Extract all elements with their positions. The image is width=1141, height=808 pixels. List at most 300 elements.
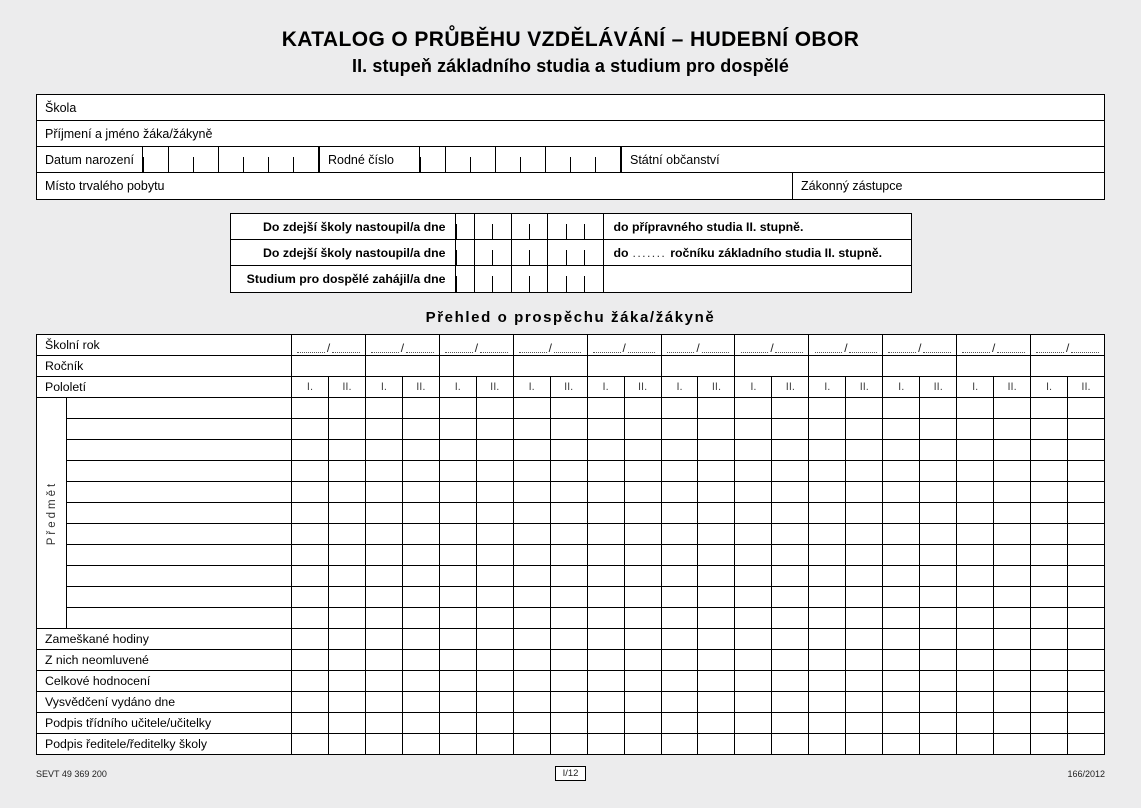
grade-cell[interactable]	[328, 440, 365, 461]
summary-cell[interactable]	[772, 650, 809, 671]
summary-cell[interactable]	[846, 671, 883, 692]
grade-cell[interactable]	[920, 587, 957, 608]
grade-cell[interactable]	[735, 566, 772, 587]
subject-name-field[interactable]	[67, 461, 292, 482]
grade-cell[interactable]	[920, 608, 957, 629]
grade-cell[interactable]	[402, 482, 439, 503]
summary-cell[interactable]	[365, 734, 402, 755]
grade-cell[interactable]	[402, 440, 439, 461]
grade-cell[interactable]	[661, 566, 698, 587]
grade-cell[interactable]	[513, 461, 550, 482]
grade-cell[interactable]	[1031, 398, 1068, 419]
summary-cell[interactable]	[292, 629, 329, 650]
grade-cell[interactable]	[957, 398, 994, 419]
grade-cell[interactable]	[550, 566, 587, 587]
grade-cell[interactable]	[513, 398, 550, 419]
digit-cell[interactable]	[456, 266, 474, 292]
grade-cell[interactable]	[1068, 545, 1105, 566]
summary-cell[interactable]	[994, 629, 1031, 650]
grade-cell[interactable]	[402, 608, 439, 629]
summary-cell[interactable]	[883, 734, 920, 755]
grade-cell[interactable]	[846, 503, 883, 524]
summary-cell[interactable]	[698, 713, 735, 734]
grade-cell[interactable]	[624, 503, 661, 524]
summary-cell[interactable]	[698, 650, 735, 671]
summary-cell[interactable]	[587, 692, 624, 713]
grade-cell[interactable]	[920, 566, 957, 587]
skolni-rok-field[interactable]: /	[883, 335, 957, 356]
grade-cell[interactable]	[292, 566, 329, 587]
grade-cell[interactable]	[883, 503, 920, 524]
grade-cell[interactable]	[624, 398, 661, 419]
summary-cell[interactable]	[735, 692, 772, 713]
grade-cell[interactable]	[809, 545, 846, 566]
grade-cell[interactable]	[809, 566, 846, 587]
summary-cell[interactable]	[476, 650, 513, 671]
digit-cell[interactable]	[168, 147, 193, 172]
grade-cell[interactable]	[365, 608, 402, 629]
summary-cell[interactable]	[513, 713, 550, 734]
digit-cell[interactable]	[584, 266, 602, 292]
summary-cell[interactable]	[957, 692, 994, 713]
grade-cell[interactable]	[1031, 524, 1068, 545]
grade-cell[interactable]	[1031, 440, 1068, 461]
subject-name-field[interactable]	[67, 587, 292, 608]
grade-cell[interactable]	[698, 461, 735, 482]
summary-cell[interactable]	[883, 713, 920, 734]
grade-cell[interactable]	[735, 524, 772, 545]
grade-cell[interactable]	[846, 482, 883, 503]
grade-cell[interactable]	[1068, 440, 1105, 461]
summary-cell[interactable]	[698, 692, 735, 713]
grade-cell[interactable]	[624, 440, 661, 461]
subject-name-field[interactable]	[67, 482, 292, 503]
grade-cell[interactable]	[846, 440, 883, 461]
digit-cell[interactable]	[420, 147, 445, 172]
summary-cell[interactable]	[292, 650, 329, 671]
grade-cell[interactable]	[439, 587, 476, 608]
summary-cell[interactable]	[1031, 671, 1068, 692]
grade-cell[interactable]	[550, 587, 587, 608]
summary-cell[interactable]	[550, 629, 587, 650]
digit-cell[interactable]	[547, 240, 565, 265]
grade-cell[interactable]	[292, 398, 329, 419]
digit-cell[interactable]	[456, 214, 474, 239]
grade-cell[interactable]	[439, 608, 476, 629]
summary-cell[interactable]	[365, 692, 402, 713]
grade-cell[interactable]	[550, 398, 587, 419]
grade-cell[interactable]	[809, 587, 846, 608]
grade-cell[interactable]	[587, 503, 624, 524]
summary-cell[interactable]	[328, 692, 365, 713]
grade-cell[interactable]	[772, 608, 809, 629]
grade-cell[interactable]	[550, 545, 587, 566]
grade-cell[interactable]	[402, 587, 439, 608]
summary-cell[interactable]	[698, 734, 735, 755]
grade-cell[interactable]	[439, 419, 476, 440]
summary-cell[interactable]	[1031, 713, 1068, 734]
grade-cell[interactable]	[772, 524, 809, 545]
summary-cell[interactable]	[735, 650, 772, 671]
digit-cell[interactable]	[445, 147, 470, 172]
summary-cell[interactable]	[698, 671, 735, 692]
summary-cell[interactable]	[365, 671, 402, 692]
grade-cell[interactable]	[476, 524, 513, 545]
summary-cell[interactable]	[550, 671, 587, 692]
grade-cell[interactable]	[698, 419, 735, 440]
grade-cell[interactable]	[402, 503, 439, 524]
summary-cell[interactable]	[624, 671, 661, 692]
subject-name-field[interactable]	[67, 419, 292, 440]
summary-cell[interactable]	[661, 650, 698, 671]
grade-cell[interactable]	[328, 461, 365, 482]
summary-cell[interactable]	[587, 629, 624, 650]
grade-cell[interactable]	[1031, 503, 1068, 524]
grade-cell[interactable]	[328, 398, 365, 419]
summary-cell[interactable]	[587, 734, 624, 755]
summary-cell[interactable]	[661, 629, 698, 650]
rocnik-field[interactable]	[1031, 356, 1105, 377]
grade-cell[interactable]	[476, 503, 513, 524]
grade-cell[interactable]	[994, 503, 1031, 524]
subject-name-field[interactable]	[67, 440, 292, 461]
grade-cell[interactable]	[957, 440, 994, 461]
grade-cell[interactable]	[513, 503, 550, 524]
grade-cell[interactable]	[661, 482, 698, 503]
summary-cell[interactable]	[698, 629, 735, 650]
grade-cell[interactable]	[365, 587, 402, 608]
summary-cell[interactable]	[661, 713, 698, 734]
grade-cell[interactable]	[698, 587, 735, 608]
summary-cell[interactable]	[920, 734, 957, 755]
grade-cell[interactable]	[624, 482, 661, 503]
grade-cell[interactable]	[957, 566, 994, 587]
grade-cell[interactable]	[661, 503, 698, 524]
grade-cell[interactable]	[550, 503, 587, 524]
digit-cell[interactable]	[143, 147, 168, 172]
grade-cell[interactable]	[735, 587, 772, 608]
rocnik-field[interactable]	[365, 356, 439, 377]
grade-cell[interactable]	[292, 461, 329, 482]
grade-cell[interactable]	[661, 545, 698, 566]
grade-cell[interactable]	[476, 566, 513, 587]
grade-cell[interactable]	[957, 461, 994, 482]
digit-cell[interactable]	[511, 214, 529, 239]
grade-cell[interactable]	[846, 461, 883, 482]
grade-cell[interactable]	[365, 440, 402, 461]
grade-cell[interactable]	[735, 608, 772, 629]
grade-cell[interactable]	[846, 398, 883, 419]
summary-cell[interactable]	[513, 692, 550, 713]
grade-cell[interactable]	[698, 503, 735, 524]
grade-cell[interactable]	[365, 461, 402, 482]
summary-cell[interactable]	[957, 650, 994, 671]
grade-cell[interactable]	[292, 608, 329, 629]
grade-cell[interactable]	[883, 566, 920, 587]
grade-cell[interactable]	[809, 524, 846, 545]
summary-cell[interactable]	[365, 713, 402, 734]
grade-cell[interactable]	[587, 524, 624, 545]
grade-cell[interactable]	[439, 461, 476, 482]
summary-cell[interactable]	[292, 692, 329, 713]
digit-cell[interactable]	[529, 266, 547, 292]
grade-cell[interactable]	[1068, 587, 1105, 608]
summary-cell[interactable]	[402, 734, 439, 755]
grade-cell[interactable]	[1068, 482, 1105, 503]
summary-cell[interactable]	[920, 692, 957, 713]
grade-cell[interactable]	[994, 440, 1031, 461]
summary-cell[interactable]	[809, 713, 846, 734]
summary-cell[interactable]	[1031, 692, 1068, 713]
grade-cell[interactable]	[292, 503, 329, 524]
grade-cell[interactable]	[883, 419, 920, 440]
grade-cell[interactable]	[846, 545, 883, 566]
grade-cell[interactable]	[883, 440, 920, 461]
summary-cell[interactable]	[1031, 650, 1068, 671]
digit-cell[interactable]	[529, 240, 547, 265]
grade-cell[interactable]	[550, 440, 587, 461]
grade-cell[interactable]	[624, 587, 661, 608]
grade-cell[interactable]	[624, 566, 661, 587]
summary-cell[interactable]	[735, 629, 772, 650]
summary-cell[interactable]	[476, 671, 513, 692]
grade-cell[interactable]	[624, 608, 661, 629]
skolni-rok-field[interactable]: /	[1031, 335, 1105, 356]
summary-cell[interactable]	[920, 713, 957, 734]
grade-cell[interactable]	[292, 482, 329, 503]
grade-cell[interactable]	[476, 482, 513, 503]
grade-cell[interactable]	[328, 566, 365, 587]
grade-cell[interactable]	[476, 608, 513, 629]
summary-cell[interactable]	[328, 671, 365, 692]
grade-cell[interactable]	[809, 419, 846, 440]
grade-cell[interactable]	[920, 503, 957, 524]
rocnik-field[interactable]	[587, 356, 661, 377]
rocnik-field[interactable]	[661, 356, 735, 377]
grade-cell[interactable]	[809, 461, 846, 482]
summary-cell[interactable]	[883, 692, 920, 713]
grade-cell[interactable]	[513, 587, 550, 608]
grade-cell[interactable]	[661, 398, 698, 419]
grade-cell[interactable]	[735, 503, 772, 524]
summary-cell[interactable]	[402, 671, 439, 692]
digit-cell[interactable]	[566, 240, 584, 265]
digit-cell[interactable]	[584, 214, 602, 239]
grade-cell[interactable]	[1068, 398, 1105, 419]
summary-cell[interactable]	[772, 692, 809, 713]
summary-cell[interactable]	[513, 629, 550, 650]
enrollment-date-field[interactable]	[455, 266, 603, 292]
grade-cell[interactable]	[476, 545, 513, 566]
summary-cell[interactable]	[402, 713, 439, 734]
summary-cell[interactable]	[476, 629, 513, 650]
summary-cell[interactable]	[772, 713, 809, 734]
grade-cell[interactable]	[365, 419, 402, 440]
grade-cell[interactable]	[439, 503, 476, 524]
digit-cell[interactable]	[474, 266, 492, 292]
grade-cell[interactable]	[328, 524, 365, 545]
grade-cell[interactable]	[402, 398, 439, 419]
grade-cell[interactable]	[735, 440, 772, 461]
rocnik-field[interactable]	[292, 356, 366, 377]
summary-cell[interactable]	[624, 713, 661, 734]
digit-cell[interactable]	[470, 147, 495, 172]
skolni-rok-field[interactable]: /	[809, 335, 883, 356]
grade-cell[interactable]	[957, 545, 994, 566]
grade-cell[interactable]	[513, 524, 550, 545]
summary-cell[interactable]	[402, 692, 439, 713]
grade-cell[interactable]	[846, 566, 883, 587]
grade-cell[interactable]	[698, 524, 735, 545]
rocnik-field[interactable]	[513, 356, 587, 377]
summary-cell[interactable]	[587, 671, 624, 692]
grade-cell[interactable]	[1068, 566, 1105, 587]
grade-cell[interactable]	[587, 440, 624, 461]
summary-cell[interactable]	[1068, 650, 1105, 671]
grade-cell[interactable]	[624, 461, 661, 482]
summary-cell[interactable]	[809, 650, 846, 671]
summary-cell[interactable]	[587, 713, 624, 734]
grade-cell[interactable]	[883, 608, 920, 629]
summary-cell[interactable]	[1068, 734, 1105, 755]
grade-cell[interactable]	[772, 503, 809, 524]
grade-cell[interactable]	[1068, 461, 1105, 482]
grade-cell[interactable]	[846, 524, 883, 545]
grade-cell[interactable]	[1031, 419, 1068, 440]
grade-cell[interactable]	[883, 587, 920, 608]
grade-cell[interactable]	[402, 566, 439, 587]
digit-cell[interactable]	[474, 240, 492, 265]
digit-cell[interactable]	[474, 214, 492, 239]
digit-cell[interactable]	[511, 266, 529, 292]
summary-cell[interactable]	[365, 650, 402, 671]
grade-cell[interactable]	[735, 461, 772, 482]
grade-cell[interactable]	[772, 440, 809, 461]
field-rodne-cislo[interactable]	[419, 147, 621, 172]
grade-cell[interactable]	[772, 545, 809, 566]
grade-cell[interactable]	[476, 419, 513, 440]
summary-cell[interactable]	[1031, 629, 1068, 650]
grade-cell[interactable]	[994, 419, 1031, 440]
summary-cell[interactable]	[476, 713, 513, 734]
summary-cell[interactable]	[846, 650, 883, 671]
grade-cell[interactable]	[328, 608, 365, 629]
grade-cell[interactable]	[809, 440, 846, 461]
summary-cell[interactable]	[957, 629, 994, 650]
summary-cell[interactable]	[513, 650, 550, 671]
grade-cell[interactable]	[587, 419, 624, 440]
grade-cell[interactable]	[957, 503, 994, 524]
grade-cell[interactable]	[1031, 461, 1068, 482]
grade-cell[interactable]	[550, 524, 587, 545]
grade-cell[interactable]	[476, 440, 513, 461]
digit-cell[interactable]	[456, 240, 474, 265]
digit-cell[interactable]	[547, 266, 565, 292]
summary-cell[interactable]	[365, 629, 402, 650]
grade-cell[interactable]	[883, 398, 920, 419]
grade-cell[interactable]	[735, 545, 772, 566]
grade-cell[interactable]	[772, 461, 809, 482]
summary-cell[interactable]	[550, 713, 587, 734]
summary-cell[interactable]	[624, 692, 661, 713]
grade-cell[interactable]	[328, 503, 365, 524]
grade-cell[interactable]	[994, 608, 1031, 629]
summary-cell[interactable]	[994, 671, 1031, 692]
grade-cell[interactable]	[513, 440, 550, 461]
summary-cell[interactable]	[439, 629, 476, 650]
grade-cell[interactable]	[957, 419, 994, 440]
summary-cell[interactable]	[292, 713, 329, 734]
summary-cell[interactable]	[439, 713, 476, 734]
grade-cell[interactable]	[698, 608, 735, 629]
grade-cell[interactable]	[1068, 524, 1105, 545]
grade-cell[interactable]	[587, 398, 624, 419]
summary-cell[interactable]	[809, 671, 846, 692]
grade-cell[interactable]	[587, 566, 624, 587]
grade-cell[interactable]	[513, 482, 550, 503]
summary-cell[interactable]	[846, 692, 883, 713]
summary-cell[interactable]	[439, 650, 476, 671]
subject-name-field[interactable]	[67, 545, 292, 566]
grade-cell[interactable]	[439, 482, 476, 503]
grade-cell[interactable]	[772, 566, 809, 587]
grade-cell[interactable]	[772, 398, 809, 419]
summary-cell[interactable]	[513, 671, 550, 692]
grade-cell[interactable]	[550, 608, 587, 629]
subject-name-field[interactable]	[67, 503, 292, 524]
grade-cell[interactable]	[1031, 566, 1068, 587]
rocnik-field[interactable]	[883, 356, 957, 377]
grade-cell[interactable]	[513, 419, 550, 440]
summary-cell[interactable]	[735, 734, 772, 755]
grade-cell[interactable]	[698, 398, 735, 419]
field-datum-narozeni[interactable]	[142, 147, 319, 172]
grade-cell[interactable]	[365, 503, 402, 524]
grade-cell[interactable]	[292, 419, 329, 440]
grade-cell[interactable]	[624, 524, 661, 545]
grade-cell[interactable]	[550, 482, 587, 503]
grade-cell[interactable]	[661, 524, 698, 545]
subject-name-field[interactable]	[67, 398, 292, 419]
summary-cell[interactable]	[328, 734, 365, 755]
grade-cell[interactable]	[957, 608, 994, 629]
summary-cell[interactable]	[994, 734, 1031, 755]
summary-cell[interactable]	[550, 650, 587, 671]
summary-cell[interactable]	[846, 629, 883, 650]
enrollment-date-field[interactable]	[455, 240, 603, 265]
summary-cell[interactable]	[587, 650, 624, 671]
digit-cell[interactable]	[529, 214, 547, 239]
grade-cell[interactable]	[587, 461, 624, 482]
grade-cell[interactable]	[772, 419, 809, 440]
grade-cell[interactable]	[957, 524, 994, 545]
digit-cell[interactable]	[293, 147, 318, 172]
rocnik-field[interactable]	[957, 356, 1031, 377]
grade-cell[interactable]	[402, 419, 439, 440]
grade-cell[interactable]	[439, 566, 476, 587]
grade-cell[interactable]	[994, 524, 1031, 545]
grade-cell[interactable]	[735, 419, 772, 440]
grade-cell[interactable]	[883, 482, 920, 503]
summary-cell[interactable]	[476, 692, 513, 713]
grade-cell[interactable]	[920, 398, 957, 419]
digit-cell[interactable]	[243, 147, 268, 172]
grade-cell[interactable]	[735, 482, 772, 503]
rocnik-field[interactable]	[735, 356, 809, 377]
grade-cell[interactable]	[809, 482, 846, 503]
skolni-rok-field[interactable]: /	[735, 335, 809, 356]
summary-cell[interactable]	[439, 692, 476, 713]
